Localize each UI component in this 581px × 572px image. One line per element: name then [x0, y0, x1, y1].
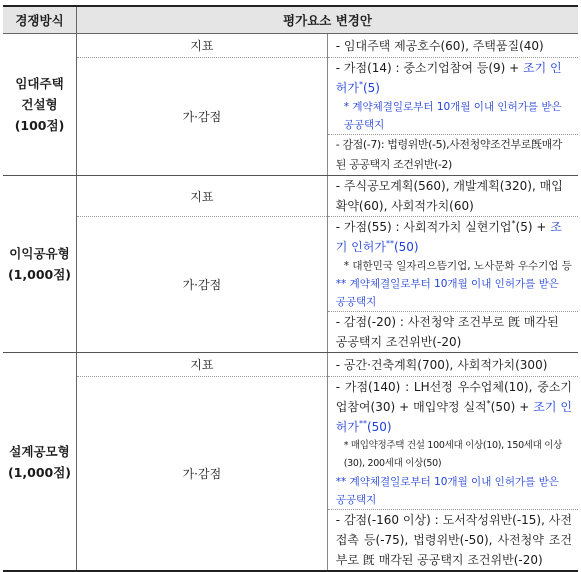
section3-add-text2: (50) + [490, 400, 534, 414]
section3-type-line2: (1,000점) [7, 464, 72, 480]
section1-note1: * 계약체결일로부터 10개월 이내 인허가를 받은 공공택지 [343, 101, 562, 131]
section3-note2: ** 계약체결일로부터 10개월 이내 인허가를 받은 공공택지 [335, 476, 559, 506]
section1-type-line1: 임대주택 [15, 76, 64, 91]
section1-indicator-label: 지표 [77, 34, 328, 58]
section2-add-cell [327, 217, 578, 312]
section3-add-line [336, 377, 572, 437]
section2-adjust-label: 가·감점 [77, 217, 328, 353]
section2-type-cell [3, 176, 77, 353]
section3-type-cell [3, 353, 77, 572]
section2-type-line1: 이익공유형 [9, 246, 70, 261]
section1-add-blue: 조기 인허가 [335, 61, 562, 95]
section3-adjust-row [3, 377, 578, 510]
section2-note2: ** 계약체결일로부터 10개월 이내 인허가를 받은 공공택지 [335, 278, 559, 308]
section3-type-line1: 설계공모형 [9, 443, 70, 459]
section2-indicator-text: - 주식공모계획(560), 개발계획(320), 매입확약(60), 사회적가치(60) [327, 176, 578, 217]
section3-add-blue-end: (50) [366, 420, 392, 434]
section2-indicator-label: 지표 [77, 176, 328, 217]
section1-indicator-text: - 임대주택 제공호수(60), 주택품질(40) [327, 34, 578, 58]
section1-minus-text: - 감점(-7): 법령위반(-5),사전청약조건부로旣매각된 공공택지 조건위반(-2) [327, 135, 578, 176]
section1-add-line [336, 58, 572, 98]
section2-add-text2: (5) + [515, 220, 551, 234]
section1-add-blue-end: (5) [362, 81, 380, 95]
section2-add-sup1: * [511, 219, 516, 228]
section3-add-sup: ** [358, 419, 367, 428]
section2-add-blue: 조기 인허가 [335, 220, 562, 254]
section3-adjust-label: 가·감점 [77, 377, 328, 572]
section3-indicator-label: 지표 [77, 353, 328, 377]
section3-indicator-text: - 공간·건축계획(700), 사회적가치(300) [327, 353, 578, 377]
section2-minus-text: - 감점(-20) : 사전청약 조건부로 旣 매각된 공공택지 조건위반(-20) [327, 312, 578, 353]
header-evaluation-changes: 평가요소 변경안 [77, 6, 579, 34]
section3-add-cell [327, 377, 578, 510]
section1-adjust-row [3, 58, 578, 135]
section1-add-text: - 가점(14) : 중소기업참여 등(9) + [335, 61, 524, 75]
section3-indicator-row [3, 353, 578, 377]
section1-type-line2: 건설형 [21, 97, 58, 112]
section3-note1: * 매입약정주택 건설 100세대 이상(10), 150세대 이상(30), 200세대 이상(50) [343, 440, 563, 469]
section3-add-text: - 가점(140) : LH선정 우수업체(10), 중소기업참여(30) + 매입약정 실적 [335, 380, 572, 414]
section2-type-line2: (1,000점) [7, 267, 72, 282]
section3-minus-text: - 감점(-160 이상) : 도서작성위반(-15), 사전접촉 등(-75), 법령위반(-50), 사전청약 조건부로 旣 매각된 공공택지 조건위반(-20) [327, 510, 578, 572]
section2-adjust-row [3, 217, 578, 312]
section2-add-blue-end: (50) [393, 240, 419, 254]
section1-add-cell [327, 58, 578, 135]
section2-add-line [336, 217, 572, 257]
section1-add-sup: * [358, 80, 363, 89]
section3-add-blue: 조기 인허가 [335, 400, 572, 434]
section3-add-sup1: * [486, 399, 491, 408]
section2-add-text: - 가점(55) : 사회적가치 실현기업 [335, 220, 512, 234]
section1-type-cell [3, 34, 77, 176]
header-row [3, 6, 578, 34]
evaluation-table [3, 5, 578, 572]
header-competition-type: 경쟁방식 [3, 6, 77, 34]
section2-note1: * 대한민국 일자리으뜸기업, 노사문화 우수기업 등 [343, 260, 572, 272]
section1-adjust-label: 가·감점 [77, 58, 328, 176]
section2-indicator-row [3, 176, 578, 217]
section2-add-sup: ** [385, 239, 394, 248]
section1-indicator-row [3, 34, 578, 58]
section1-type-line3: (100점) [14, 118, 65, 133]
